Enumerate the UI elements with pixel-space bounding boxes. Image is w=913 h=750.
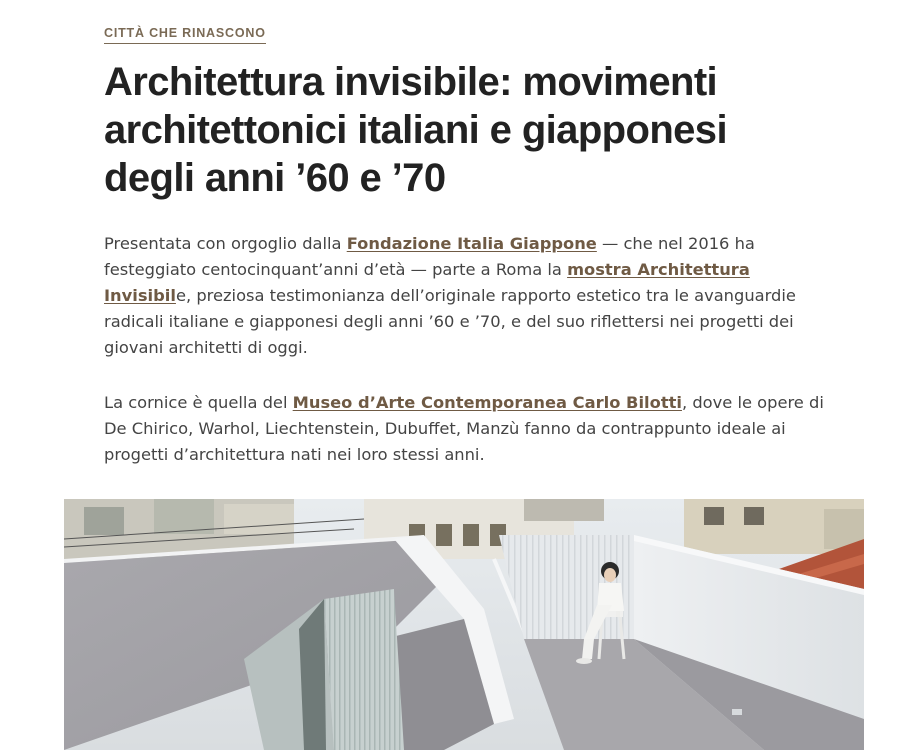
paragraph-text: — che nel 2016 ha festeggiato centocinquant’anni d’età — parte a Roma la — [104, 234, 755, 279]
paragraph-text: , preziosa testimonianza dell’originale rapporto estetico tra le avanguardie radicali italiane e giapponesi degli anni ’60 e ’70, e del suo riflettersi nei progetti dei giovani architetti di oggi. — [104, 286, 796, 357]
article-headline: Architettura invisibile: movimenti architettonici italiani e giapponesi degli anni ’60 e ’70 — [104, 60, 727, 200]
mostra-link[interactable]: mostra Architettura Invisibil — [104, 260, 750, 305]
fondazione-link[interactable]: Fondazione Italia Giappone — [346, 234, 597, 253]
paragraph-text: Presentata con orgoglio dalla — [104, 234, 347, 253]
article-photo — [64, 499, 864, 750]
second-paragraph — [104, 390, 824, 468]
rooftop-terrace-image — [64, 499, 864, 750]
paragraph-text: e — [175, 286, 186, 305]
paragraph-text: La cornice è quella del — [104, 393, 293, 412]
paragraph-text: , dove le opere di De Chirico, Warhol, Liechtenstein, Dubuffet, Manzù fanno da contrappunto ideale ai progetti d’architettura nati nei loro stessi anni. — [104, 393, 824, 464]
category-kicker-link[interactable]: CITTÀ CHE RINASCONO — [104, 26, 266, 44]
intro-paragraph — [104, 231, 824, 361]
museo-link[interactable]: Museo d’Arte Contemporanea Carlo Bilotti — [292, 393, 682, 412]
